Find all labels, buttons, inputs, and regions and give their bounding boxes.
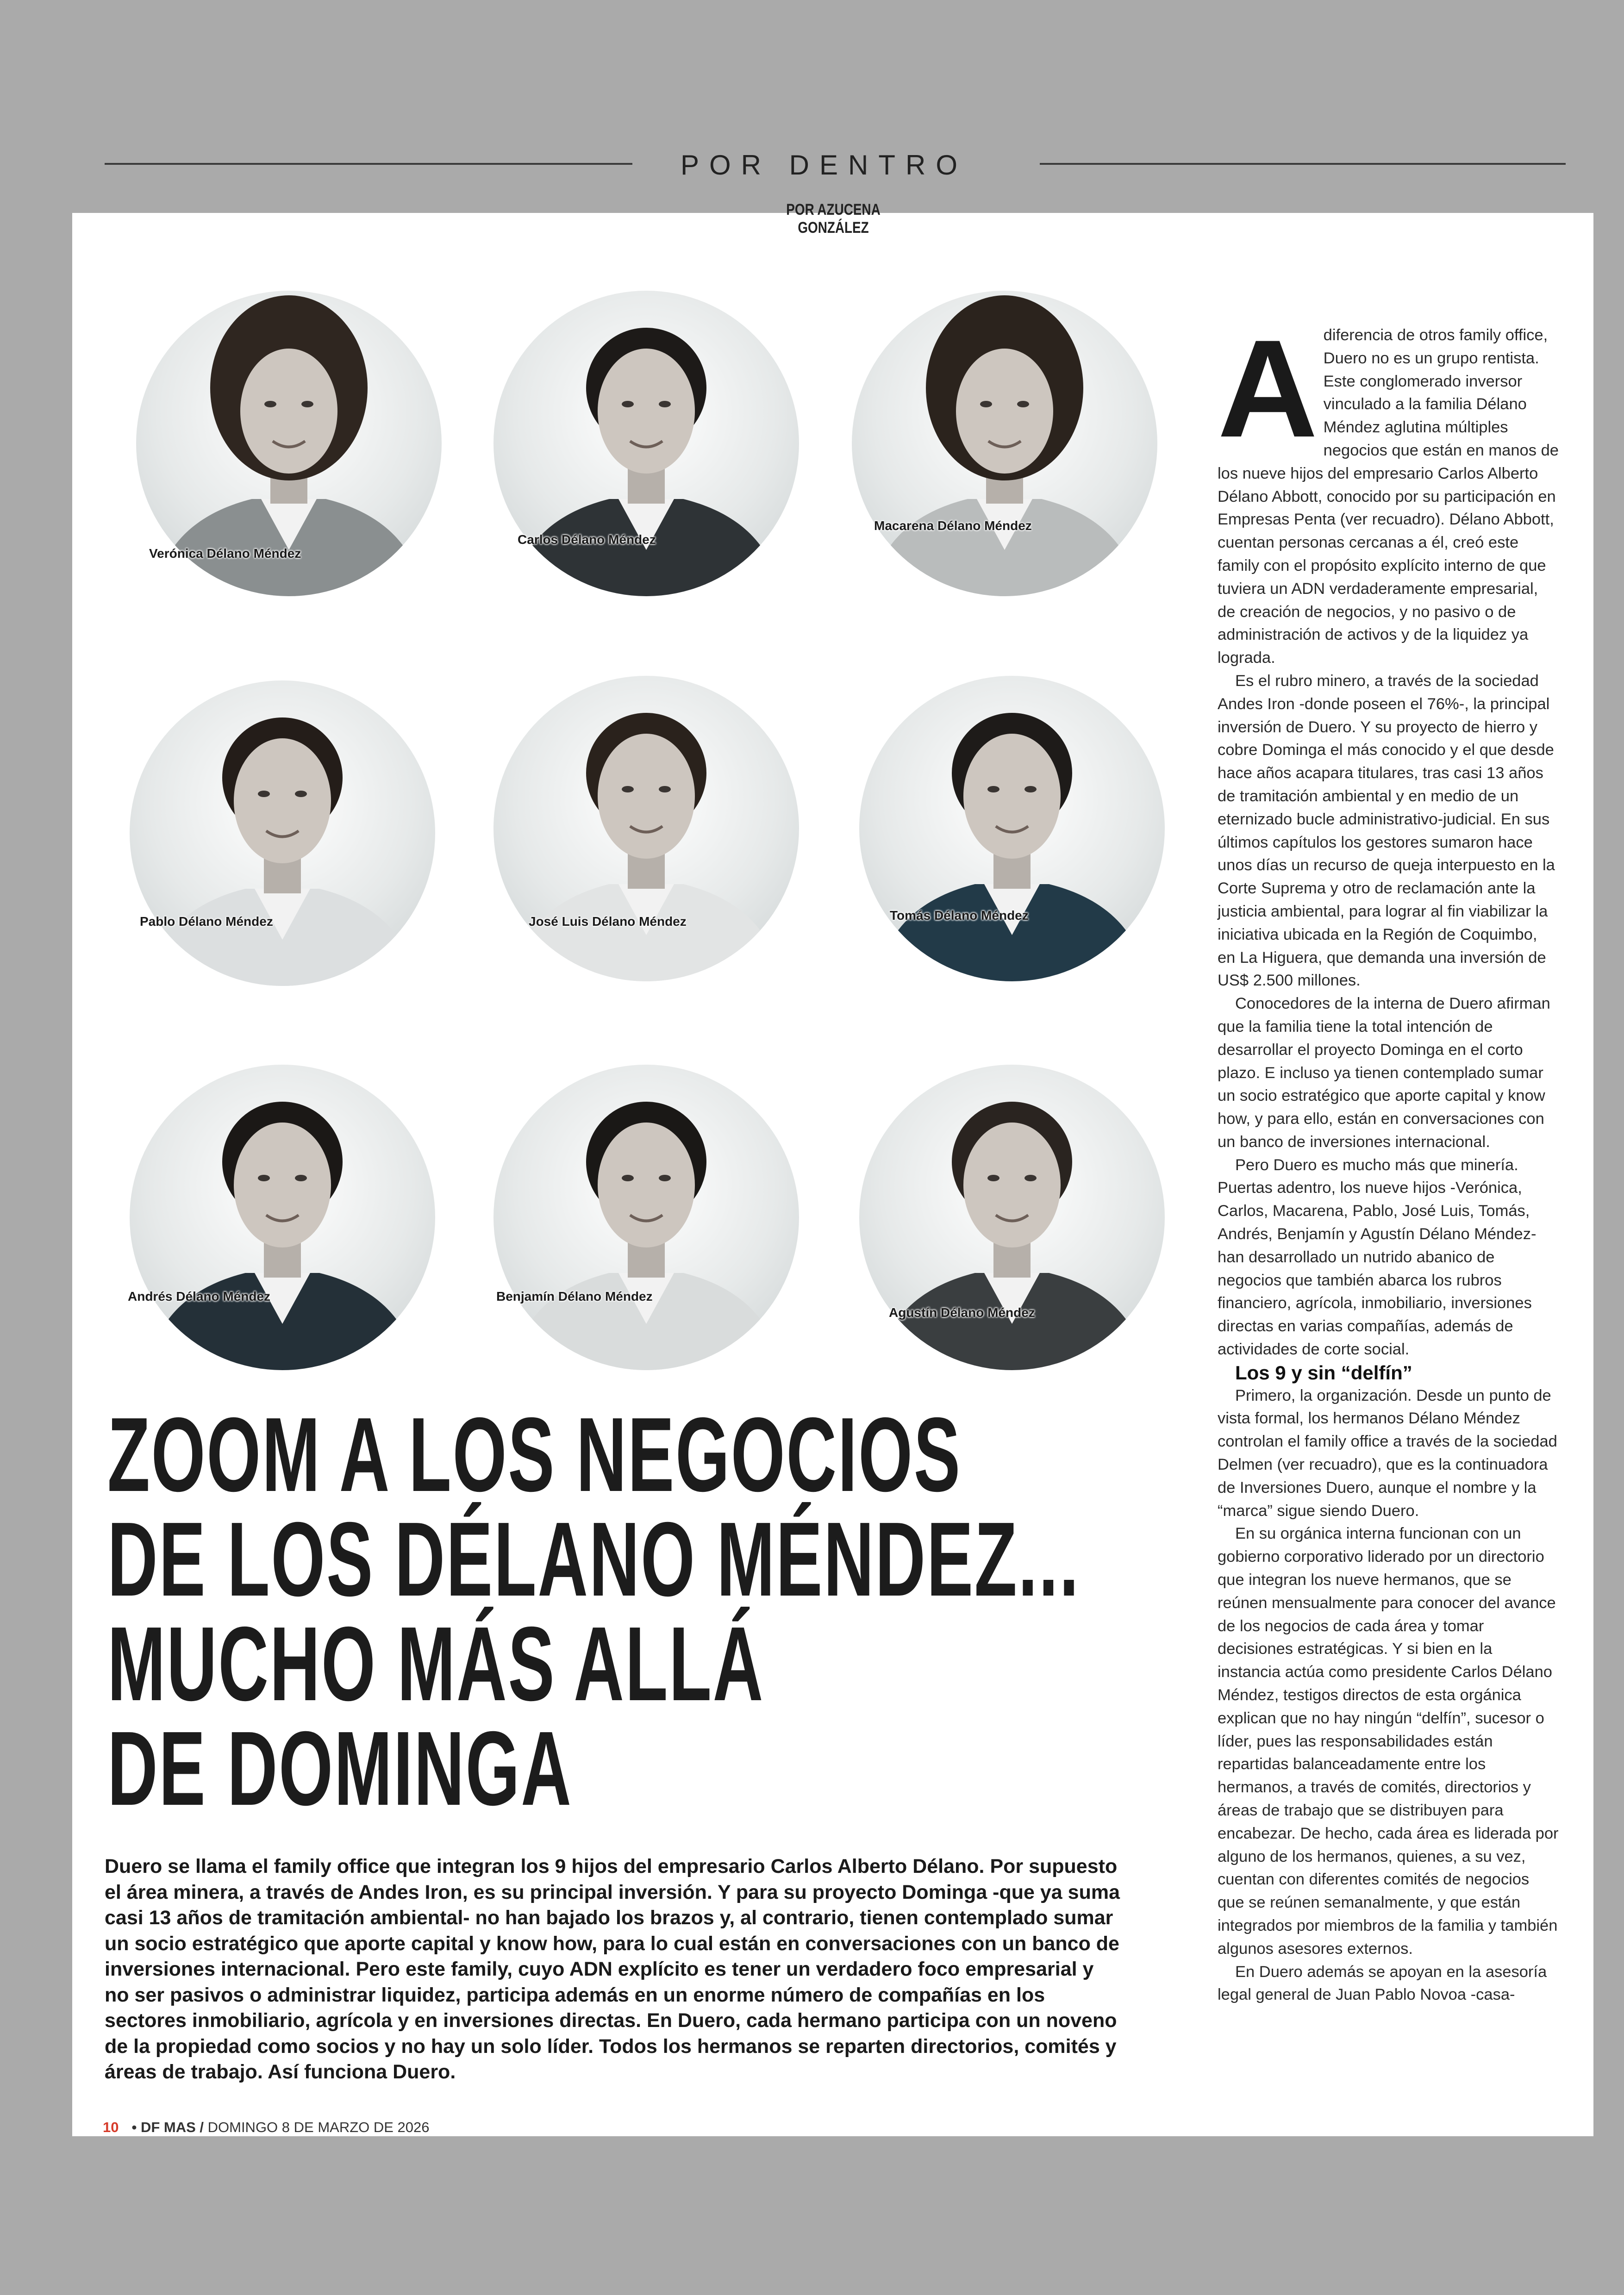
portrait-photo <box>493 676 799 981</box>
portrait-caption: Pablo Délano Méndez <box>140 914 273 929</box>
portrait-figure <box>130 1065 435 1370</box>
article-paragraph-1: Adiferencia de otros family office, Duero no es un grupo rentista. Este conglomerado inversor vinculado a la familia Délano Méndez aglutina múltiples negocios que están en manos de los nueve hijos del empresario Carlos Alberto Délano Abbott, conocido por su participación en Empresas Penta (ver recuadro). Délano Abbott, cuentan personas cercanas a él, creó este family con el propósito explícito interno de que tuviera un ADN verdaderamente empresarial, de creación de negocios, y no pasivo o de administración de activos y de la liquidez ya lograda. <box>1218 311 1559 667</box>
header-rule-right <box>1040 163 1566 165</box>
portrait-caption: José Luis Délano Méndez <box>529 914 687 929</box>
face-shape <box>234 738 331 863</box>
eye-shape <box>987 786 999 792</box>
eye-shape <box>295 1175 307 1181</box>
eye-shape <box>622 786 634 792</box>
portrait-photo <box>493 291 799 596</box>
eye-shape <box>980 401 992 407</box>
eye-shape <box>987 1175 999 1181</box>
portrait-caption: Tomás Délano Méndez <box>890 908 1029 923</box>
eye-shape <box>659 1175 671 1181</box>
eye-shape <box>264 401 276 407</box>
portrait-photo <box>852 291 1157 596</box>
eye-shape <box>295 791 307 797</box>
article-subheading: Los 9 y sin “delfín” <box>1235 1361 1412 1384</box>
article-column <box>1218 311 1559 2007</box>
face-shape <box>598 349 695 474</box>
portrait-figure <box>493 291 799 596</box>
eye-shape <box>659 786 671 792</box>
headline-line-4: DE DOMINGA <box>107 1710 573 1827</box>
publication-brand: • DF MAS / <box>131 2119 204 2135</box>
face-shape <box>956 349 1053 474</box>
portrait-caption: Benjamín Délano Méndez <box>496 1289 653 1303</box>
eye-shape <box>1024 1175 1037 1181</box>
eye-shape <box>622 1175 634 1181</box>
article-paragraph-6: En su orgánica interna funcionan con un gobierno corporativo liderado por un directorio que integran los nueve hermanos, que se reúnen mensualmente para conocer del avance de los negocios de cada área y tomar decisiones estratégicas. Y si bien en la instancia actúa como presidente Carlos Délano Méndez, testigos directos de esta orgánica explican que no hay ningún “delfín”, sucesor o líder, pues las responsabilidades están repartidas balanceadamente entre los hermanos, a través de comités, directorios y áreas de trabajo que se distribuyen para encabezar. De hecho, cada área es liderada por alguno de los hermanos, quienes, a su vez, cuentan con diferentes comités de negocios que se reúnen semanalmente, y que están integrados por miembros de la familia y también algunos asesores externos. <box>1218 1525 1559 1958</box>
face-shape <box>598 734 695 859</box>
eye-shape <box>258 1175 270 1181</box>
portrait-figure <box>130 680 435 986</box>
eye-shape <box>301 401 313 407</box>
headline-line-1: ZOOM A LOS NEGOCIOS <box>107 1396 962 1514</box>
portrait-photo <box>493 1065 799 1370</box>
portrait-caption: Verónica Délano Méndez <box>149 546 301 561</box>
drop-cap: A <box>1218 311 1318 466</box>
portrait-caption: Andrés Délano Méndez <box>128 1289 271 1303</box>
face-shape <box>963 734 1061 859</box>
headline-line-3: MUCHO MÁS ALLÁ <box>107 1605 764 1723</box>
portrait-caption: Macarena Délano Méndez <box>874 518 1032 533</box>
page-number: 10 <box>103 2119 119 2135</box>
portrait-figure <box>859 676 1165 981</box>
eye-shape <box>1024 786 1037 792</box>
byline: POR AZUCENA GONZÁLEZ <box>786 201 881 237</box>
article-paragraph-4: Pero Duero es mucho más que minería. Puertas adentro, los nueve hijos -Verónica, Carlos, Macarena, Pablo, José Luis, Tomás, Andrés, Benjamín y Agustín Délano Méndez- han desarrollado un nutrido abanico de negocios que también abarca los rubros financiero, agrícola, inmobiliario, inversiones directas en varias compañías, además de actividades de corte social. <box>1218 1156 1537 1359</box>
face-shape <box>234 1123 331 1247</box>
page-footer <box>103 2119 430 2136</box>
portrait-photo <box>859 1065 1165 1370</box>
portrait-figure <box>852 291 1157 596</box>
face-shape <box>598 1123 695 1247</box>
headline-line-2: DE LOS DÉLANO MÉNDEZ... <box>107 1501 1080 1618</box>
eye-shape <box>1017 401 1029 407</box>
portrait-figure <box>493 1065 799 1370</box>
article-paragraph-5: Primero, la organización. Desde un punto de vista formal, los hermanos Délano Méndez controlan el family office a través de la sociedad Delmen (ver recuadro), que es la continuadora de Inversiones Duero, aunque el nombre y la “marca” sigue siendo Duero. <box>1218 1386 1557 1520</box>
portrait-figure <box>493 676 799 981</box>
headline <box>107 1396 1080 1827</box>
eye-shape <box>622 401 634 407</box>
face-shape <box>963 1123 1061 1247</box>
section-title: POR DENTRO <box>680 150 968 181</box>
issue-date: DOMINGO 8 DE MARZO DE 2026 <box>207 2119 430 2135</box>
portrait-photo <box>859 676 1165 981</box>
portrait-caption: Carlos Délano Méndez <box>518 532 656 547</box>
lead-paragraph: Duero se llama el family office que integran los 9 hijos del empresario Carlos Alberto Délano. Por supuesto el área minera, a través de Andes Iron, es su principal inversión. Y para su proyecto Dominga -que ya suma casi 13 años de tramitación ambiental- no han bajado los brazos y, al contrario, tienen contemplado sumar un socio estratégico que aporte capital y know how, para lo cual están en conversaciones con un banco de inversiones internacional. Pero este family, cuyo ADN explícito es tener un verdadero foco empresarial y no ser pasivos o administrar liquidez, participa además en un enorme número de compañías en los sectores inmobiliario, agrícola y en inversiones directas. En Duero, cada hermano participa con un noveno de la propiedad como socios y no hay un solo líder. Todos los hermanos se reparten directorios, comités y áreas de trabajo. Así funciona Duero. <box>105 1855 1120 2083</box>
portrait-photo <box>130 1065 435 1370</box>
article-paragraph-3: Conocedores de la interna de Duero afirman que la familia tiene la total intención de desarrollar el proyecto Dominga en el corto plazo. E incluso ya tienen contemplado sumar un socio estratégico que aporte capital y know how, y para ello, están en conversaciones con un banco de inversiones internacional. <box>1218 995 1550 1151</box>
article-paragraph-2: Es el rubro minero, a través de la sociedad Andes Iron -donde poseen el 76%-, la principal inversión de Duero. Y su proyecto de hierro y cobre Dominga el más conocido y el que desde hace años acapara titulares, tras casi 13 años de tramitación ambiental y en medio de un eternizado bucle administrativo-judicial. En sus últimos capítulos los gestores sumaron hace unos días un recurso de queja interpuesto en la Corte Suprema y otro de reclamación ante la justicia ambiental, para lograr al fin viabilizar la iniciativa ubicada en la Región de Coquimbo, en La Higuera, que demanda una inversión de US$ 2.500 millones. <box>1218 672 1555 990</box>
portrait-caption: Agustín Délano Méndez <box>889 1305 1035 1320</box>
eye-shape <box>258 791 270 797</box>
portrait-figure <box>859 1065 1165 1370</box>
header-rule-left <box>105 163 632 165</box>
article-paragraph-7: En Duero además se apoyan en la asesoría legal general de Juan Pablo Novoa -casa- <box>1218 1963 1547 2004</box>
eye-shape <box>659 401 671 407</box>
face-shape <box>240 349 337 474</box>
portrait-photo <box>130 680 435 986</box>
